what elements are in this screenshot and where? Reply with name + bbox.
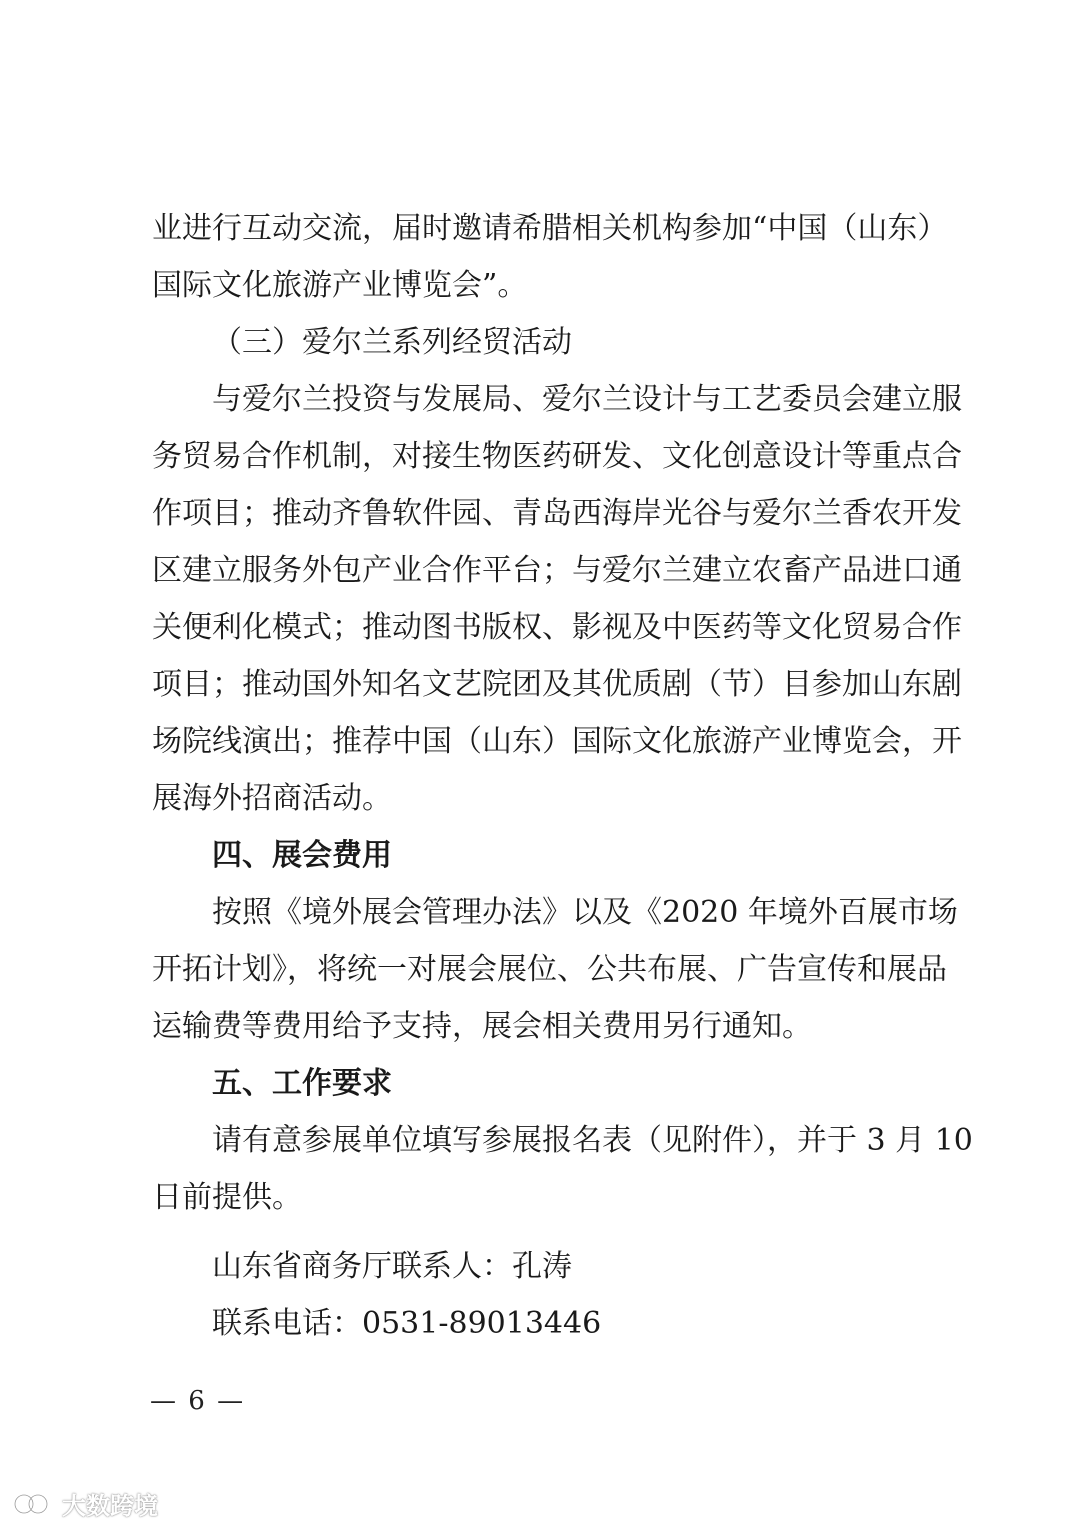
watermark bbox=[12, 1486, 158, 1521]
contact-person: 山东省商务厅联系人：孔涛 bbox=[212, 1249, 572, 1284]
paragraph-line: 关便利化模式；推动图书版权、影视及中医药等文化贸易合作 bbox=[152, 610, 962, 645]
paragraph-line: 日前提供。 bbox=[152, 1180, 302, 1215]
paragraph-line: 区建立服务外包产业合作平台；与爱尔兰建立农畜产品进口通 bbox=[152, 553, 962, 588]
section-heading-requirements: 五、工作要求 bbox=[212, 1066, 392, 1101]
subsection-heading: （三）爱尔兰系列经贸活动 bbox=[212, 325, 572, 360]
body-section bbox=[152, 200, 973, 1226]
watermark-text: 大数跨境 bbox=[62, 1492, 158, 1520]
contact-phone: 联系电话：0531-89013446 bbox=[212, 1306, 602, 1341]
paragraph-line: 按照《境外展会管理办法》以及《2020 年境外百展市场 bbox=[212, 895, 958, 930]
paragraph-line: 项目；推动国外知名文艺院团及其优质剧（节）目参加山东剧 bbox=[152, 667, 962, 702]
paragraph-line: 与爱尔兰投资与发展局、爱尔兰设计与工艺委员会建立服 bbox=[212, 382, 962, 417]
paragraph-line: 开拓计划》，将统一对展会展位、公共布展、广告宣传和展品 bbox=[152, 952, 947, 987]
paragraph-line: 展海外招商活动。 bbox=[152, 781, 392, 816]
paragraph-line: 作项目；推动齐鲁软件园、青岛西海岸光谷与爱尔兰香农开发 bbox=[152, 496, 962, 531]
paragraph-line: 国际文化旅游产业博览会”。 bbox=[152, 268, 528, 303]
logo-icon bbox=[12, 1490, 54, 1518]
section-heading-fees: 四、展会费用 bbox=[212, 838, 392, 873]
paragraph-line: 务贸易合作机制，对接生物医药研发、文化创意设计等重点合 bbox=[152, 439, 962, 474]
paragraph-line: 业进行互动交流，届时邀请希腊相关机构参加“中国（山东） bbox=[152, 211, 948, 246]
paragraph-line: 运输费等费用给予支持，展会相关费用另行通知。 bbox=[152, 1009, 812, 1044]
contact-section bbox=[152, 1238, 942, 1352]
page-number: — 6 — bbox=[150, 1386, 246, 1416]
paragraph-line: 场院线演出；推荐中国（山东）国际文化旅游产业博览会，开 bbox=[152, 724, 962, 759]
paragraph-line: 请有意参展单位填写参展报名表（见附件），并于 3 月 10 bbox=[212, 1123, 973, 1158]
